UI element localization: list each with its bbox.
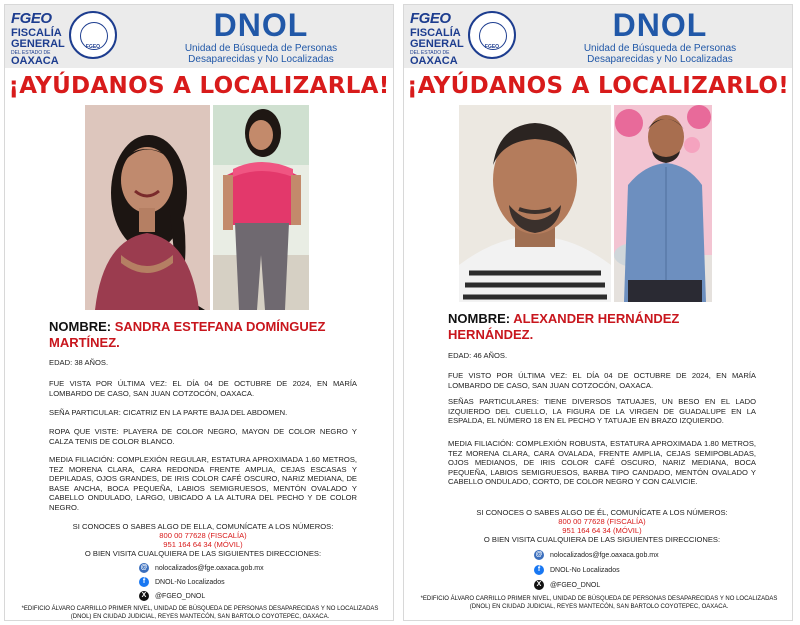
facebook-icon: f [534, 565, 544, 575]
fge-logo [11, 11, 65, 67]
fge-line4: OAXACA [410, 55, 458, 67]
dnol-subtitle-1: Unidad de Búsqueda de Personas [184, 43, 338, 54]
dnol-title: DNOL [612, 7, 708, 43]
fge-logo [410, 11, 464, 67]
visit-text: O BIEN VISITA CUALQUIERA DE LAS SIGUIENTES DIRECCIONES: [84, 549, 322, 558]
footer-address: *EDIFICIO ÁLVARO CARRILLO PRIMER NIVEL, UNIDAD DE BÚSQUEDA DE PERSONAS DESAPARECIDAS Y NO LOCALIZADAS (DNOL) EN CIUDAD JUDICIAL, REYES MANTECÓN, SAN BARTOLO COYOTEPEC, OAXACA. [420, 596, 778, 610]
features-text: SEÑA PARTICULAR: CICATRIZ EN LA PARTE BAJA DEL ABDOMEN. [49, 408, 288, 417]
missing-poster-left [4, 4, 394, 621]
dnol-subtitle-1: Unidad de Búsqueda de Personas [583, 43, 737, 54]
fge-line2: GENERAL [11, 38, 65, 50]
email-icon: @ [140, 564, 148, 571]
clothing-text: ROPA QUE VISTE: PLAYERA DE COLOR NEGRO, MAYON DE COLOR NEGRO Y CALZA TENIS DE COLOR BLANCO. [49, 427, 357, 446]
name-block [448, 311, 758, 343]
seal-text: FGEO [484, 44, 500, 50]
fge-line3: DEL ESTADO DE [11, 50, 51, 56]
phone1-label: (FISCALÍA) [207, 531, 247, 540]
headline: ¡AYÚDANOS A LOCALIZARLA! [8, 73, 390, 99]
description-text: MEDIA FILIACIÓN: COMPLEXIÓN ROBUSTA, ESTATURA APROXIMADA 1.80 METROS, TEZ MORENA CLARA, CARA OVALADA, FRENTE AMPLIA, CEJAS SEMIPOBLADAS, OJOS MEDIANOS, DE IRIS COLOR CAFÉ OSCURO, NARIZ MEDIANA, BOCA PEQUEÑA, LABIOS SEMIGRUESOS, BARBA TIPO CANDADO, MENTÓN OVALADO Y CABELLO ONDULADO, CORTO, DE COLOR NEGRO Y CON CALVICIE. [448, 439, 756, 487]
email-contact[interactable] [139, 563, 264, 573]
phone1-label: (FISCALÍA) [606, 517, 646, 526]
phone1-number[interactable]: 800 00 77628 [159, 531, 206, 540]
phone1-number[interactable]: 800 00 77628 [558, 517, 605, 526]
person-photo-fullbody [213, 105, 309, 310]
person-name: SANDRA ESTEFANA DOMÍNGUEZ MARTÍNEZ. [49, 319, 326, 350]
features-text: SEÑAS PARTICULARES: TIENE DIVERSOS TATUAJES, UN BESO EN EL LADO IZQUIERDO DEL CUELLO, LA FIGURA DE LA VIRGEN DE GUADALUPE EN LA ESPALDA, EL NÚMERO 18 EN EL PECHO Y TATUAJE EN BRAZO IZQUIERDO. [448, 397, 756, 426]
phone2-label: (MÓVIL) [213, 540, 243, 549]
facebook-text[interactable]: DNOL-No Localizados [549, 566, 620, 574]
facebook-text[interactable]: DNOL-No Localizados [154, 578, 225, 586]
phone2-number[interactable]: 951 164 64 34 [163, 540, 212, 549]
x-contact[interactable] [534, 580, 600, 590]
fge-seal-logo [69, 11, 117, 59]
fge-line3: DEL ESTADO DE [410, 50, 450, 56]
missing-poster-right [403, 4, 793, 621]
phone2-label: (MÓVIL) [612, 526, 642, 535]
x-handle-text[interactable]: @FGEO_DNOL [549, 581, 601, 589]
dnol-subtitle-2: Desaparecidas y No Localizadas [587, 54, 733, 65]
x-contact[interactable] [139, 591, 205, 601]
fge-line2: GENERAL [410, 38, 464, 50]
fge-seal-logo [468, 11, 516, 59]
fge-logo-text: FGEO [410, 10, 451, 27]
facebook-icon: f [139, 577, 149, 587]
email-contact[interactable] [534, 550, 659, 560]
fge-line1: FISCALÍA [11, 27, 62, 39]
person-photo-closeup [459, 105, 611, 302]
last-seen-text: FUE VISTA POR ÚLTIMA VEZ: EL DÍA 04 DE OCTUBRE DE 2024, EN MARÍA LOMBARDO DE CASO, SAN JUAN COTZOCÓN, OAXACA. [49, 379, 357, 398]
email-icon: @ [535, 551, 543, 558]
person-photo-portrait [85, 105, 210, 310]
dnol-title: DNOL [213, 7, 309, 43]
facebook-contact[interactable] [139, 577, 225, 587]
poster-header [404, 5, 792, 68]
x-handle-text[interactable]: @FGEO_DNOL [154, 592, 206, 600]
contact-intro: SI CONOCES O SABES ALGO DE ÉL, COMUNÍCATE A LOS NÚMEROS: [476, 508, 728, 517]
description-text: MEDIA FILIACIÓN: COMPLEXIÓN REGULAR, ESTATURA APROXIMADA 1.60 METROS, TEZ MORENA CLARA, CARA REDONDA FRENTE AMPLIA, CEJAS ESCASAS Y DEPILADAS, OJOS GRANDES, DE IRIS COLOR CAFÉ OSCURO, NARIZ MEDIANA, DE BASE ANCHA, BOCA PEQUEÑA, LABIOS SEMIGRUESOS, MENTÓN OVALADO Y CABELLO ONDULADO, LARGO, UBICADO A LA ALTURA DEL PECHO Y DE COLOR NEGRO. [49, 455, 357, 512]
seal-text: FGEO [85, 44, 101, 50]
dnol-subtitle-2: Desaparecidas y No Localizadas [188, 54, 334, 65]
dnol-logo [133, 7, 389, 65]
email-text[interactable]: nolocalizados@fge.oaxaca.gob.mx [549, 551, 659, 559]
name-block [49, 319, 359, 351]
person-photo-standing [614, 105, 712, 302]
fge-line1: FISCALÍA [410, 27, 461, 39]
dnol-logo [532, 7, 788, 65]
person-name: ALEXANDER HERNÁNDEZ HERNÁNDEZ. [448, 311, 680, 342]
email-text[interactable]: nolocalizados@fge.oaxaca.gob.mx [154, 564, 264, 572]
footer-address: *EDIFICIO ÁLVARO CARRILLO PRIMER NIVEL, UNIDAD DE BÚSQUEDA DE PERSONAS DESAPARECIDAS Y NO LOCALIZADAS (DNOL) EN CIUDAD JUDICIAL, REYES MANTECÓN, SAN BARTOLO COYOTEPEC, OAXACA. [21, 606, 379, 620]
headline: ¡AYÚDANOS A LOCALIZARLO! [406, 73, 790, 99]
name-label: NOMBRE: [49, 319, 112, 334]
phone2-number[interactable]: 951 164 64 34 [562, 526, 611, 535]
age-text: EDAD: 38 AÑOS. [49, 358, 109, 367]
facebook-contact[interactable] [534, 565, 620, 575]
visit-text: O BIEN VISITA CUALQUIERA DE LAS SIGUIENTES DIRECCIONES: [483, 535, 721, 544]
fge-line4: OAXACA [11, 55, 59, 67]
fge-logo-text: FGEO [11, 10, 52, 27]
poster-header [5, 5, 393, 68]
last-seen-text: FUE VISTO POR ÚLTIMA VEZ: EL DÍA 04 DE OCTUBRE DE 2024, EN MARÍA LOMBARDO DE CASO, SAN JUAN COTZOCÓN, OAXACA. [448, 371, 756, 390]
contact-intro: SI CONOCES O SABES ALGO DE ELLA, COMUNÍCATE A LOS NÚMEROS: [72, 522, 334, 531]
x-icon: X [139, 591, 149, 601]
x-icon: X [534, 580, 544, 590]
age-text: EDAD: 46 AÑOS. [448, 351, 508, 360]
name-label: NOMBRE: [448, 311, 511, 326]
